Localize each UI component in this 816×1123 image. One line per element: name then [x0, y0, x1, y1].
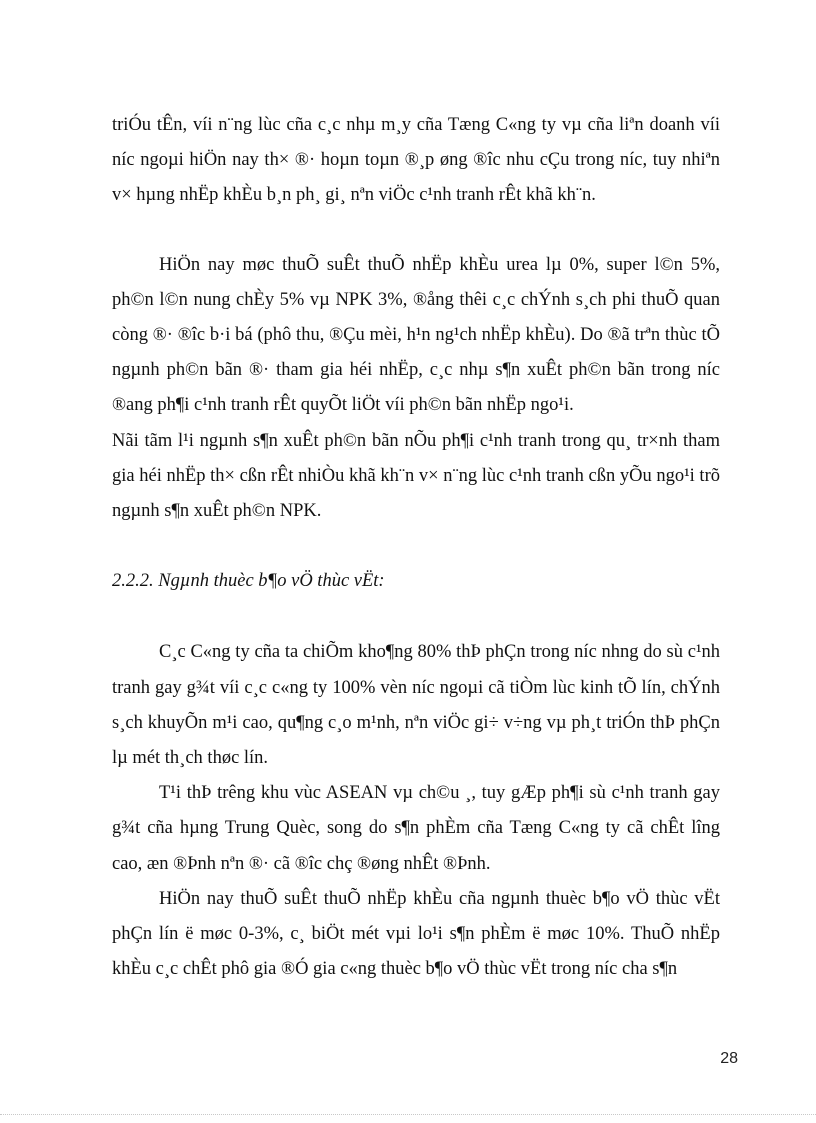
- section-heading: 2.2.2. Ngµnh thuèc b¶o vÖ thùc vËt:: [112, 571, 385, 592]
- document-body: [112, 108, 720, 987]
- paragraph-market-share: C¸c C«ng ty cña ta chiÕm kho¶ng 80% thÞ phÇn trong níc nhng do sù c¹nh tranh gay g¾t víi c¸c c«ng ty 100% vèn níc ngoµi cã tiÒm lùc kinh tÕ lín, chÝnh s¸ch khuyÕn m¹i cao, qu¶ng c¸o m¹nh, nªn viÖc gi÷ v÷ng vµ ph¸t triÓn thÞ phÇn lµ mét th¸ch thøc lín.: [112, 642, 720, 769]
- page-edge-divider: [0, 1114, 816, 1115]
- paragraph-asean-market: T¹i thÞ trêng khu vùc ASEAN vµ ch©u ¸, tuy gÆp ph¶i sù c¹nh tranh gay g¾t cña hµng Trung Quèc, song do s¶n phÈm cña Tæng C«ng ty cã chÊt lîng cao, æn ®Þnh nªn ®· cã ®îc chç ®øng nhÊt ®Þnh.: [112, 783, 720, 874]
- paragraph-tax-rates: HiÖn nay møc thuÕ suÊt thuÕ nhËp khÈu urea lµ 0%, super l©n 5%, ph©n l©n nung chÈy 5% vµ NPK 3%, ®ång thêi c¸c chÝnh s¸ch phi thuÕ quan còng ®· ®îc b·i bá (phô thu, ®Çu mèi, h¹n ng¹ch nhËp khÈu). Do ®ã trªn thùc tÕ ngµnh ph©n bãn ®· tham gia héi nhËp, c¸c nhµ s¶n xuÊt ph©n bãn trong níc ®ang ph¶i c¹nh tranh rÊt quyÕt liÖt víi ph©n bãn nhËp ngo¹i.: [112, 254, 720, 416]
- paragraph-continuation: triÓu tÊn, víi n¨ng lùc cña c¸c nhµ m¸y cña Tæng C«ng ty vµ cña liªn doanh víi níc ngoµi hiÖn nay th× ®· hoµn toµn ®¸p øng ®îc nhu cÇu trong níc, tuy nhiªn v× hµng nhËp khÈu b¸n ph¸ gi¸ nªn viÖc c¹nh tranh rÊt khã kh¨n.: [112, 115, 720, 206]
- page-number: 28: [720, 1050, 738, 1067]
- paragraph-summary: Nãi tãm l¹i ngµnh s¶n xuÊt ph©n bãn nÕu ph¶i c¹nh tranh trong qu¸ tr×nh tham gia héi nhËp th× cßn rÊt nhiÒu khã kh¨n v× n¨ng lùc c¹nh tranh cßn yÕu ngo¹i trõ ngµnh s¶n xuÊt ph©n NPK.: [112, 430, 720, 522]
- paragraph-import-tax: HiÖn nay thuÕ suÊt thuÕ nhËp khÈu cña ngµnh thuèc b¶o vÖ thùc vËt phÇn lín ë møc 0-3%, c¸ biÖt mét vµi lo¹i s¶n phÈm ë møc 10%. ThuÕ nhËp khÈu c¸c chÊt phô gia ®Ó gia c«ng thuèc b¶o vÖ thùc vËt trong níc cha s¶n: [112, 888, 720, 980]
